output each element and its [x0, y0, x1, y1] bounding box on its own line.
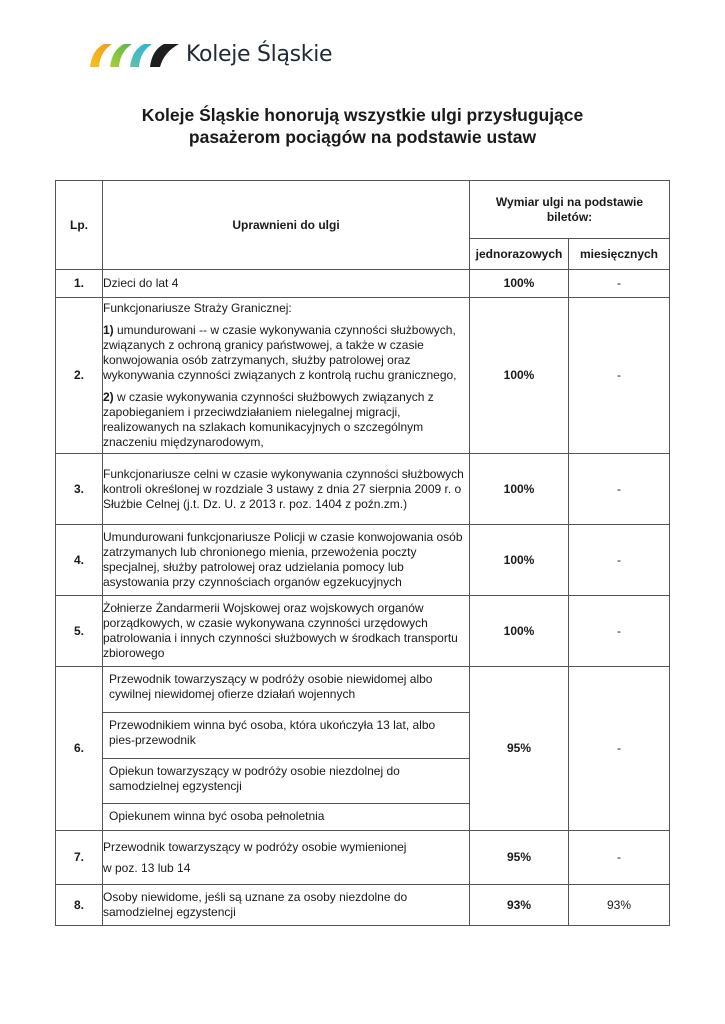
row-line: w poz. 13 lub 14: [103, 860, 191, 875]
table-row: [56, 831, 670, 885]
logo-stripes-icon: [88, 42, 180, 68]
monthly-ticket-discount: -: [569, 667, 670, 831]
monthly-ticket-discount: -: [569, 298, 670, 454]
single-ticket-discount: 100%: [470, 270, 569, 298]
table-row: [56, 270, 670, 298]
title-line-1: Koleje Śląskie honorują wszystkie ulgi przysługujące: [141, 105, 584, 125]
row-description: Umundurowani funkcjonariusze Policji w czasie konwojowania osób zatrzymanych lub chronionego mienia, przewożenia poczty specjalnej, służby patrolowej oraz udzielania pomocy lub asystowania przy czynnościach organów egzekucyjnych: [103, 525, 470, 596]
row-number: 4.: [56, 525, 103, 596]
table-row: [56, 298, 670, 454]
point-number: 2): [103, 390, 114, 404]
row-intro: Funkcjonariusze Straży Granicznej:: [103, 301, 292, 315]
page-title: [40, 104, 685, 148]
header-discount: Wymiar ulgi na podstawie biletów:: [470, 181, 670, 239]
row-description: [103, 831, 470, 885]
row-description: Funkcjonariusze celni w czasie wykonywania czynności służbowych kontroli określonej w rozdziale 3 ustawy z dnia 27 sierpnia 2009 r. o Służbie Celnej (j.t. Dz. U. z 2013 r. poz. 1404 z poźn.zm.): [103, 454, 470, 525]
monthly-ticket-discount: -: [569, 270, 670, 298]
single-ticket-discount: 100%: [470, 525, 569, 596]
row-description: Osoby niewidome, jeśli są uznane za osoby niezdolne do samodzielnej egzystencji: [103, 885, 470, 926]
row-number: 2.: [56, 298, 103, 454]
row-description: Żołnierze Żandarmerii Wojskowej oraz wojskowych organów porządkowych, w czasie wykonywana czynności urzędowych patrolowania i innych czynności służbowych w środkach transportu zbiorowego: [103, 596, 470, 667]
title-line-2: pasażerom pociągów na podstawie ustaw: [188, 127, 537, 147]
monthly-ticket-discount: -: [569, 525, 670, 596]
table-row: [56, 454, 670, 525]
monthly-ticket-discount: 93%: [569, 885, 670, 926]
single-ticket-discount: 100%: [470, 454, 569, 525]
row-number: 8.: [56, 885, 103, 926]
header-single: jednorazowych: [470, 239, 569, 270]
row-number: 1.: [56, 270, 103, 298]
sub-entry: Opiekunem winna być osoba pełnoletnia: [103, 803, 469, 830]
row-number: 7.: [56, 831, 103, 885]
row-description: Dzieci do lat 4: [103, 270, 470, 298]
row-point-1: [103, 323, 469, 383]
header-entitled: Uprawnieni do ulgi: [103, 181, 470, 270]
row-description: [103, 298, 470, 454]
row-number: 6.: [56, 667, 103, 831]
sub-entry: Przewodnikiem winna być osoba, która ukończyła 13 lat, albo pies-przewodnik: [103, 712, 469, 758]
row-number: 5.: [56, 596, 103, 667]
discount-table: [55, 180, 670, 926]
monthly-ticket-discount: -: [569, 596, 670, 667]
single-ticket-discount: 100%: [470, 298, 569, 454]
row-point-2: [103, 390, 469, 450]
row-number: 3.: [56, 454, 103, 525]
single-ticket-discount: 95%: [470, 831, 569, 885]
table-row: [56, 885, 670, 926]
brand-logo: [88, 42, 332, 68]
monthly-ticket-discount: -: [569, 454, 670, 525]
header-lp: Lp.: [56, 181, 103, 270]
brand-name: Koleje Śląskie: [186, 42, 333, 67]
single-ticket-discount: 100%: [470, 596, 569, 667]
row-description: [103, 667, 470, 831]
single-ticket-discount: 93%: [470, 885, 569, 926]
header-row: [56, 181, 670, 239]
point-text: umundurowani -- w czasie wykonywania czynności służbowych, związanych z ochroną granicy państwowej, a także w czasie konwojowania osób zatrzymanych, służby patrolowej oraz wykonywania czynności związanych z kontrolą ruchu granicznego,: [103, 323, 457, 382]
row-line: Przewodnik towarzyszący w podróży osobie wymienionej: [103, 839, 407, 854]
table-row: [56, 525, 670, 596]
point-number: 1): [103, 323, 114, 337]
sub-entry: Przewodnik towarzyszący w podróży osobie niewidomej albo cywilnej niewidomej ofierze działań wojennych: [109, 672, 433, 701]
table-row: [56, 596, 670, 667]
header-monthly: miesięcznych: [569, 239, 670, 270]
sub-entry: Opiekun towarzyszący w podróży osobie niezdolnej do samodzielnej egzystencji: [103, 758, 469, 803]
table-row: [56, 667, 670, 831]
monthly-ticket-discount: -: [569, 831, 670, 885]
point-text: w czasie wykonywania czynności służbowych związanych z zapobieganiem i przeciwdziałaniem nielegalnej migracji, realizowanych na szlakach komunikacyjnych o szczególnym znaczeniu międzynarodowym,: [103, 390, 434, 449]
single-ticket-discount: 95%: [470, 667, 569, 831]
